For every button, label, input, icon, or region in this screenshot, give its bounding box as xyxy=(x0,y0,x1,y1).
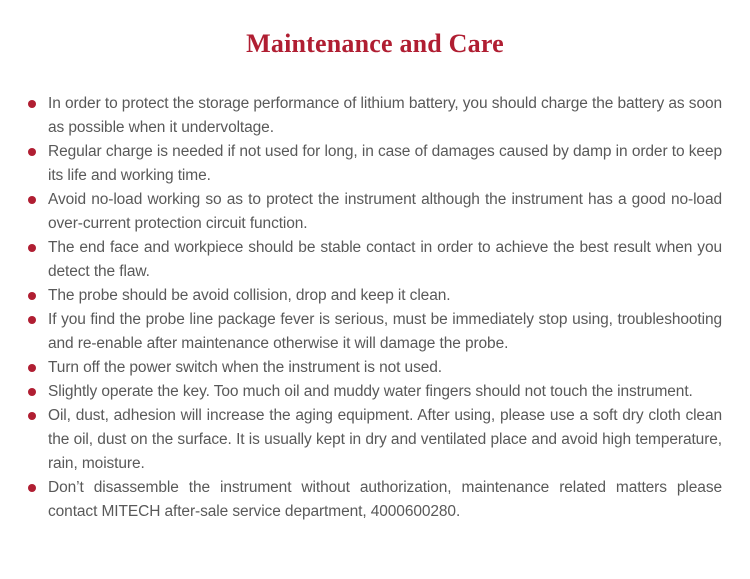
bullet-icon xyxy=(28,148,36,156)
list-item-text: Slightly operate the key. Too much oil and muddy water fingers should not touch the instrument. xyxy=(48,383,693,400)
bullet-icon xyxy=(28,316,36,324)
bullet-icon xyxy=(28,388,36,396)
list-item xyxy=(28,380,722,404)
list-item-text: The end face and workpiece should be stable contact in order to achieve the best result when you detect the flaw. xyxy=(48,239,722,280)
list-item-text: In order to protect the storage performance of lithium battery, you should charge the battery as soon as possible when it undervoltage. xyxy=(48,95,722,136)
list-item xyxy=(28,92,722,140)
bullet-icon xyxy=(28,244,36,252)
page-title: Maintenance and Care xyxy=(246,29,504,58)
list-item-text: Regular charge is needed if not used for long, in case of damages caused by damp in order to keep its life and working time. xyxy=(48,143,722,184)
list-item-text: The probe should be avoid collision, drop and keep it clean. xyxy=(48,287,451,304)
list-item xyxy=(28,356,722,380)
bullet-icon xyxy=(28,196,36,204)
list-item xyxy=(28,236,722,284)
list-item xyxy=(28,476,722,524)
list-item-text: If you find the probe line package fever is serious, must be immediately stop using, troubleshooting and re-enable after maintenance otherwise it will damage the probe. xyxy=(48,311,722,352)
list-item-text: Turn off the power switch when the instrument is not used. xyxy=(48,359,442,376)
bullet-icon xyxy=(28,364,36,372)
bullet-icon xyxy=(28,484,36,492)
list-item xyxy=(28,188,722,236)
list-item-text: Avoid no-load working so as to protect the instrument although the instrument has a good no-load over-current protection circuit function. xyxy=(48,191,722,232)
maintenance-list xyxy=(28,92,722,524)
list-item xyxy=(28,404,722,476)
list-item-text: Oil, dust, adhesion will increase the aging equipment. After using, please use a soft dry cloth clean the oil, dust on the surface. It is usually kept in dry and ventilated place and avoid high temperature, rain, moisture. xyxy=(48,407,722,472)
bullet-icon xyxy=(28,292,36,300)
list-item xyxy=(28,284,722,308)
bullet-icon xyxy=(28,100,36,108)
list-item-text: Don’t disassemble the instrument without authorization, maintenance related matters please contact MITECH after-sale service department, 4000600280. xyxy=(48,479,722,520)
list-item xyxy=(28,308,722,356)
bullet-icon xyxy=(28,412,36,420)
list-item xyxy=(28,140,722,188)
